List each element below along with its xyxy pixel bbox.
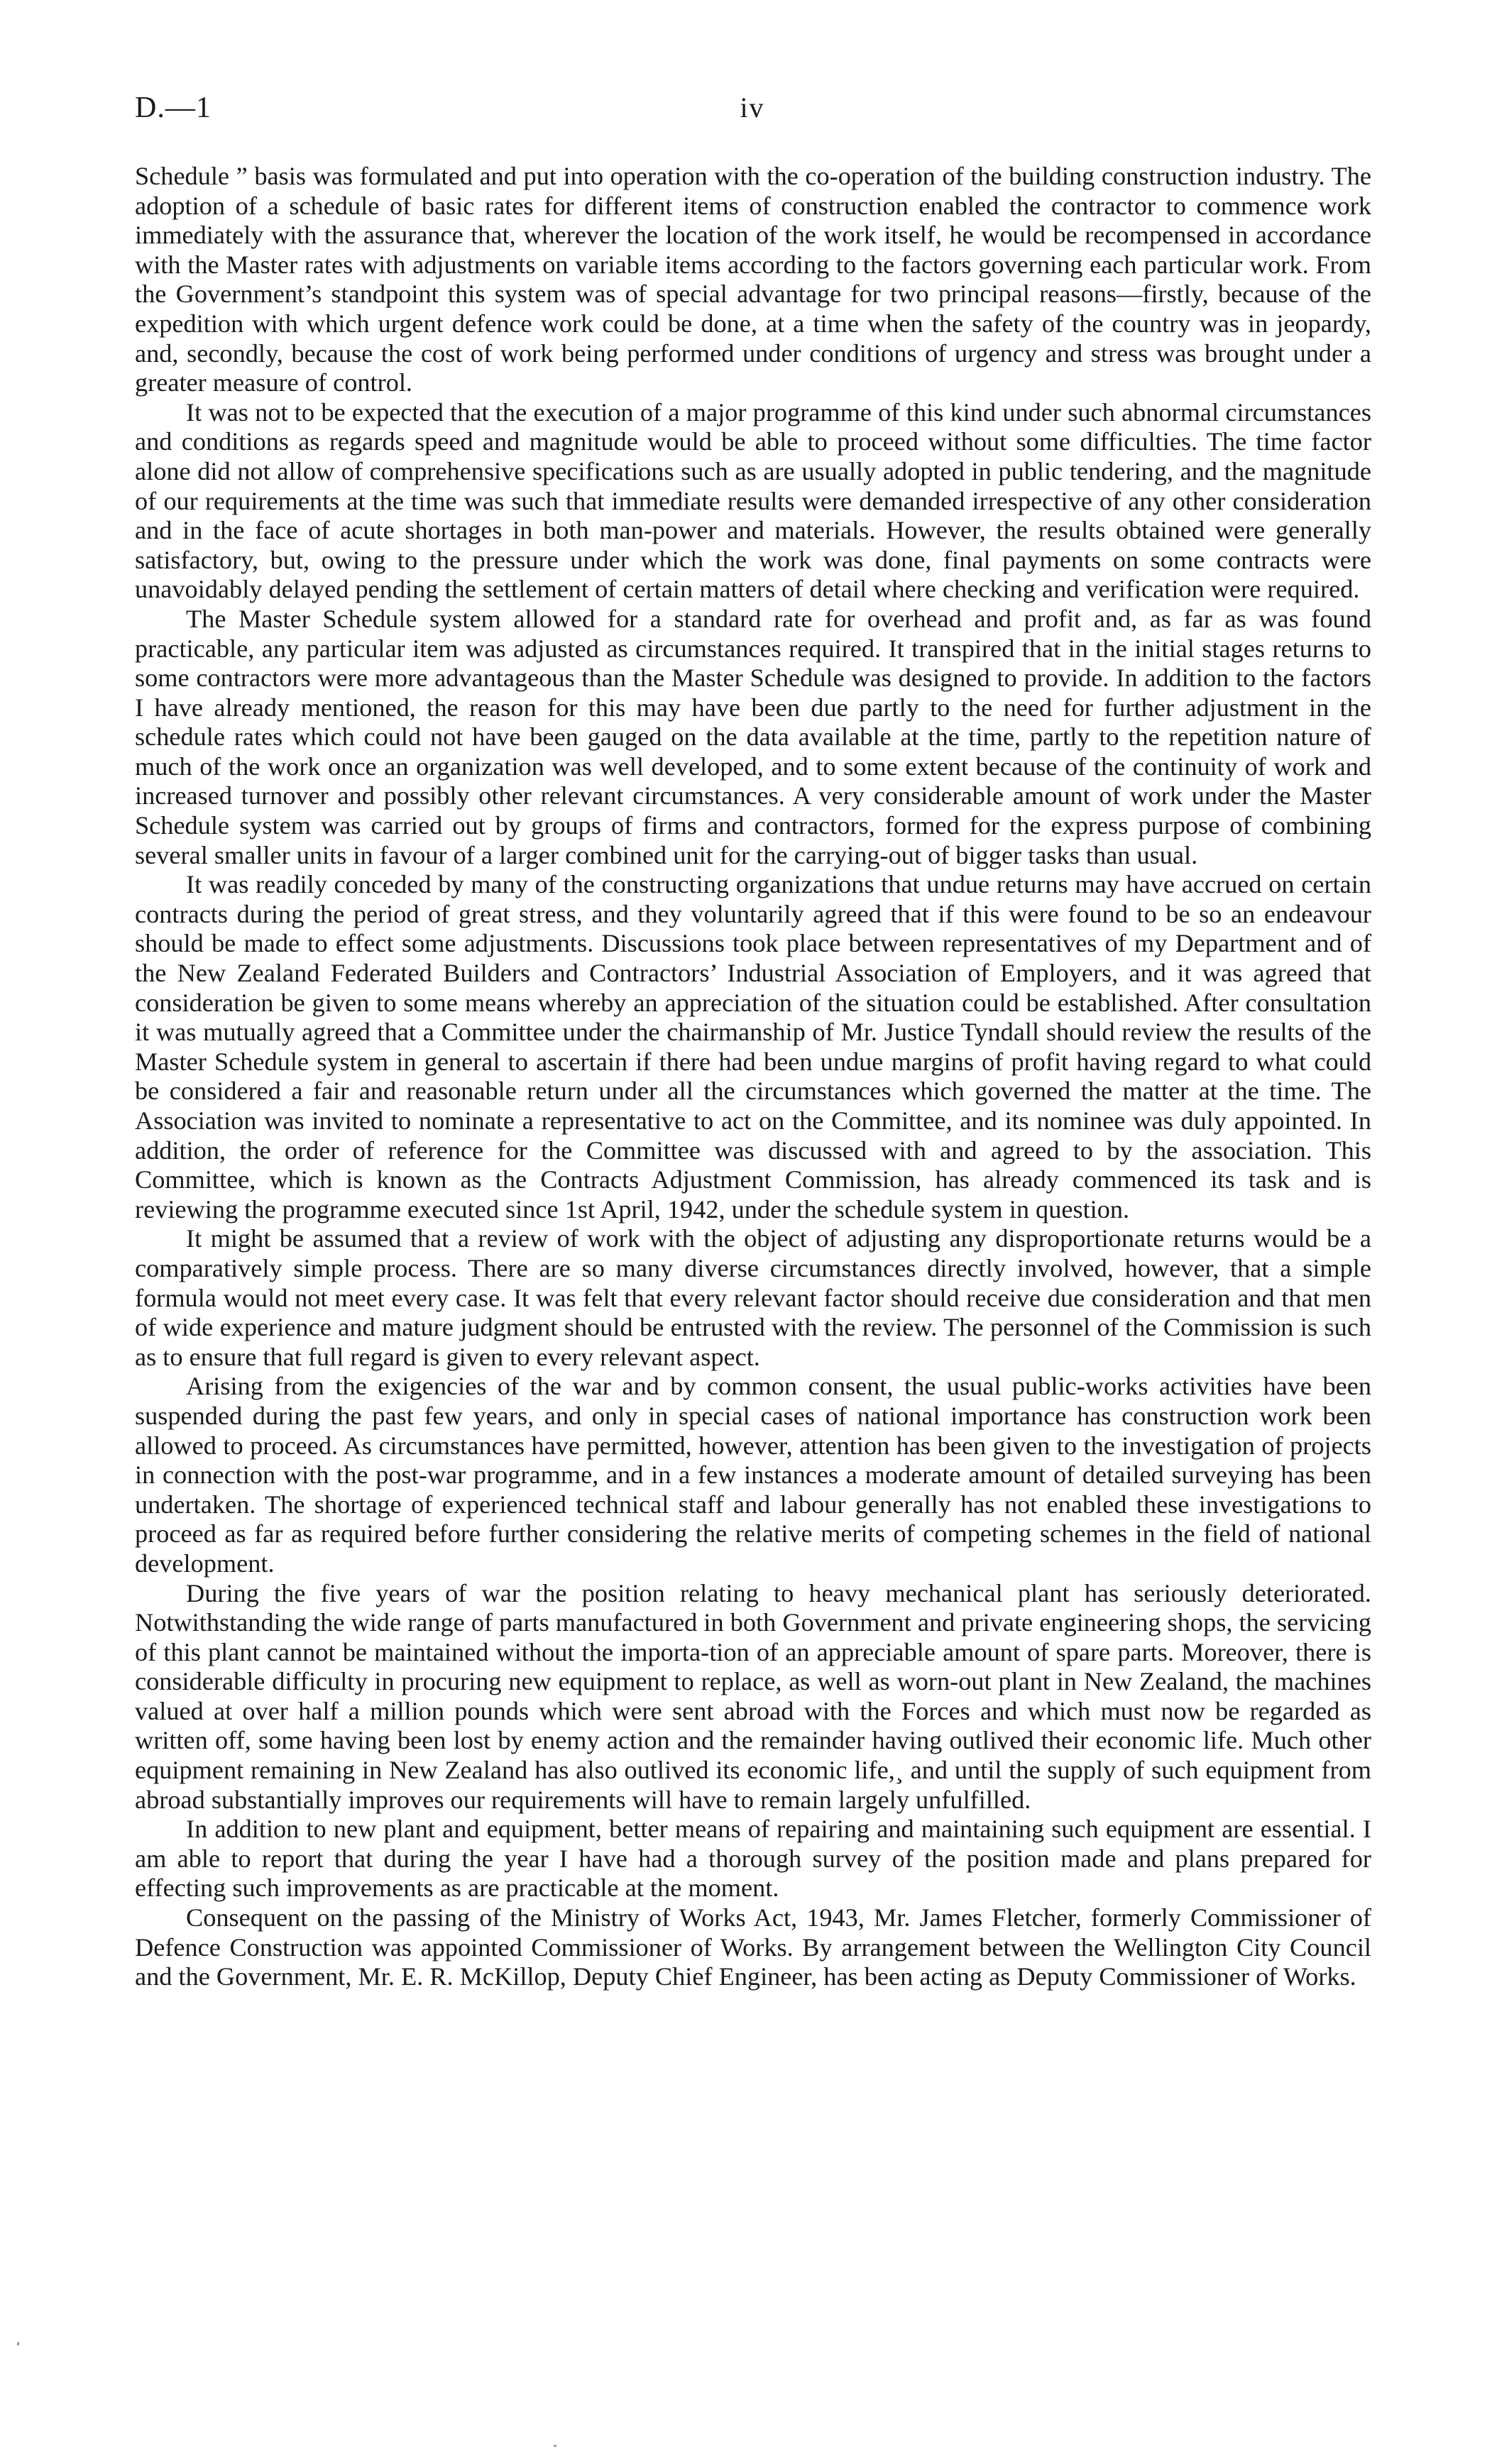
paragraph: It was readily conceded by many of the constructing organizations that undue returns may have accrued on certain contracts during the period of great stress, and they voluntarily agreed that if this were found to be so an endeavour should be made to effect some adjustments. Discussions took place between representatives of my Department and of the New Zealand Federated Builders and Contractors’ Industrial Association of Employers, and it was agreed that consideration be given to some means whereby an appreciation of the situation could be established. After consultation it was mutually agreed that a Committee under the chairmanship of Mr. Justice Tyndall should review the results of the Master Schedule system in general to ascertain if there had been undue margins of profit having regard to what could be considered a fair and reasonable return under all the circumstances which governed the matter at the time. The Association was invited to nominate a representative to act on the Committee, and its nominee was duly appointed. In addition, the order of reference for the Committee was discussed with and agreed to by the association. This Committee, which is known as the Contracts Adjustment Commission, has already commenced its task and is reviewing the programme executed since 1st April, 1942, under the schedule system in question. xyxy=(135,870,1371,1223)
scan-speck xyxy=(554,2445,556,2447)
paragraph: Consequent on the passing of the Ministry of Works Act, 1943, Mr. James Fletcher, formerly Commissioner of Defence Construction was appointed Commissioner of Works. By arrangement between the Wellington City Council and the Government, Mr. E. R. McKillop, Deputy Chief Engineer, has been acting as Deputy Commissioner of Works. xyxy=(135,1903,1371,1991)
scan-speck xyxy=(17,2342,19,2345)
paragraph: It was not to be expected that the execution of a major programme of this kind under such abnormal circumstances and conditions as regards speed and magnitude would be able to proceed without some difficulties. The time factor alone did not allow of comprehensive specifications such as are usually adopted in public tendering, and the magnitude of our requirements at the time was such that immediate results were demanded irrespective of any other consideration and in the face of acute shortages in both man-power and materials. However, the results obtained were generally satisfactory, but, owing to the pressure under which the work was done, final payments on some contracts were unavoidably delayed pending the settlement of certain matters of detail where checking and verification were required. xyxy=(135,397,1371,604)
report-body xyxy=(135,162,1371,1992)
page-number: iv xyxy=(740,92,765,123)
paragraph: It might be assumed that a review of work with the object of adjusting any disproportionate returns would be a comparatively simple process. There are so many diverse circumstances directly involved, however, that a simple formula would not meet every case. It was felt that every relevant factor should receive due consideration and that men of wide experience and mature judgment should be entrusted with the review. The personnel of the Commission is such as to ensure that full regard is given to every relevant aspect. xyxy=(135,1224,1371,1371)
page-header xyxy=(135,91,1370,133)
document-reference: D.—1 xyxy=(135,92,212,124)
paragraph: The Master Schedule system allowed for a standard rate for overhead and profit and, as far as was found practicable, any particular item was adjusted as circumstances required. It transpired that in the initial stages returns to some contractors were more advantageous than the Master Schedule was designed to provide. In addition to the factors I have already mentioned, the reason for this may have been due partly to the need for further adjustment in the schedule rates which could not have been gauged on the data available at the time, partly to the repetition nature of much of the work once an organization was well developed, and to some extent because of the continuity of work and increased turnover and possibly other relevant circumstances. A very considerable amount of work under the Master Schedule system was carried out by groups of firms and contractors, formed for the express purpose of combining several smaller units in favour of a larger combined unit for the carrying-out of bigger tasks than usual. xyxy=(135,604,1371,869)
paragraph-continued: Schedule ” basis was formulated and put into operation with the co-operation of the building construction industry. The adoption of a schedule of basic rates for different items of construction enabled the contractor to commence work immediately with the assurance that, wherever the location of the work itself, he would be recompensed in accordance with the Master rates with adjustments on variable items according to the factors governing each particular work. From the Government’s standpoint this system was of special advantage for two principal reasons—firstly, because of the expedition with which urgent defence work could be done, at a time when the safety of the country was in jeopardy, and, secondly, because the cost of work being performed under conditions of urgency and stress was brought under a greater measure of control. xyxy=(135,162,1371,397)
paragraph: In addition to new plant and equipment, better means of repairing and maintaining such equipment are essential. I am able to report that during the year I have had a thorough survey of the position made and plans prepared for effecting such improvements as are practicable at the moment. xyxy=(135,1815,1371,1903)
paragraph: During the five years of war the position relating to heavy mechanical plant has seriously deteriorated. Notwithstanding the wide range of parts manufactured in both Government and private engineering shops, the servicing of this plant cannot be maintained without the importa-tion of an appreciable amount of spare parts. Moreover, there is considerable difficulty in procuring new equipment to replace, as well as worn-out plant in New Zealand, the machines valued at over half a million pounds which were sent abroad with the Forces and which must now be regarded as written off, some having been lost by enemy action and the remainder having outlived their economic life. Much other equipment remaining in New Zealand has also outlived its economic life,¸ and until the supply of such equipment from abroad substantially improves our requirements will have to remain largely unfulfilled. xyxy=(135,1578,1371,1814)
paragraph: Arising from the exigencies of the war and by common consent, the usual public-works activities have been suspended during the past few years, and only in special cases of national importance has construction work been allowed to proceed. As circumstances have permitted, however, attention has been given to the investigation of projects in connection with the post-war programme, and in a few instances a moderate amount of detailed surveying has been undertaken. The shortage of experienced technical staff and labour generally has not enabled these investigations to proceed as far as required before further considering the relative merits of competing schemes in the field of national development. xyxy=(135,1372,1371,1578)
